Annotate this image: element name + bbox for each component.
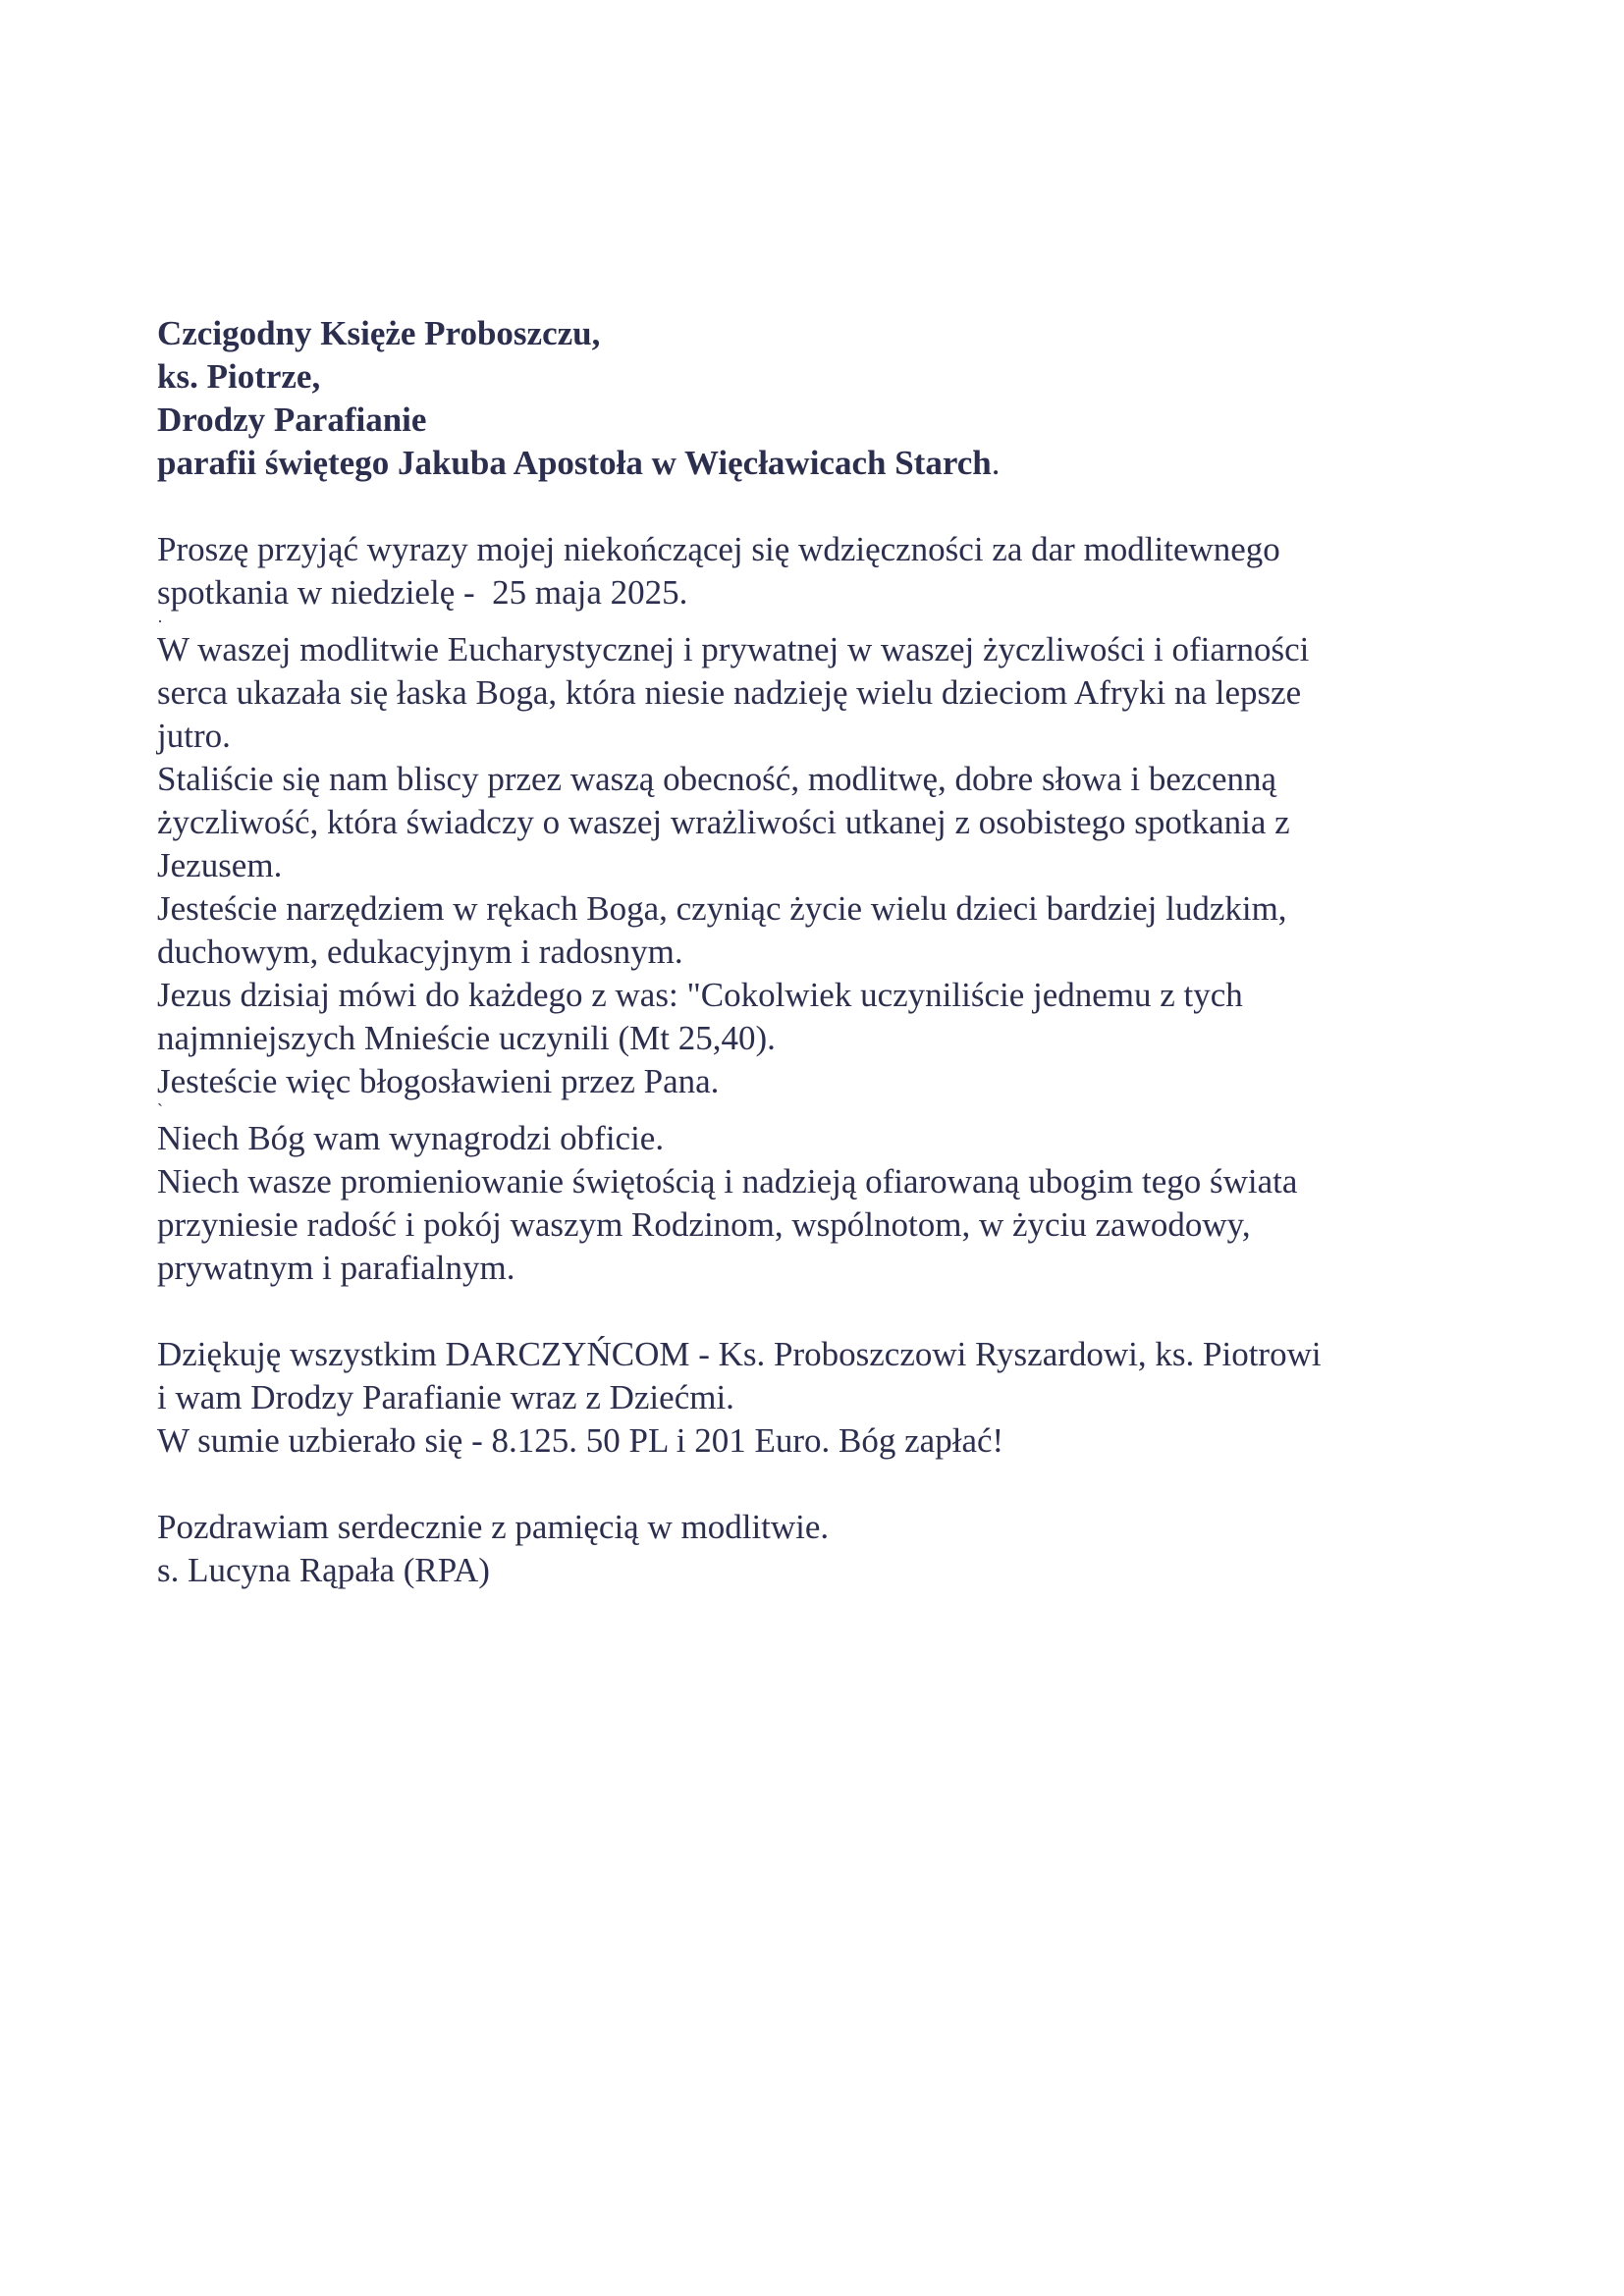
paragraph-blessing bbox=[157, 1117, 1492, 1290]
paragraph-prayer bbox=[157, 628, 1492, 1103]
text-line: Niech Bóg wam wynagrodzi obficie. bbox=[157, 1119, 665, 1157]
text-line: Jezusem. bbox=[157, 846, 283, 884]
text-line: W sumie uzbierało się - 8.125. 50 PL i 201 Euro. Bóg zapłać! bbox=[157, 1421, 1004, 1460]
text-line: życzliwość, która świadczy o waszej wrażliwości utkanej z osobistego spotkania z bbox=[157, 803, 1290, 841]
text-line: Jesteście więc błogosławieni przez Pana. bbox=[157, 1062, 720, 1100]
text-line: Dziękuję wszystkim DARCZYŃCOM - Ks. Proboszczowi Ryszardowi, ks. Piotrowi bbox=[157, 1335, 1322, 1373]
text-line: Jesteście narzędziem w rękach Boga, czyniąc życie wielu dzieci bardziej ludzkim, bbox=[157, 889, 1287, 928]
letter-body bbox=[157, 312, 1492, 1592]
text-line: W waszej modlitwie Eucharystycznej i prywatnej w waszej życzliwości i ofiarności bbox=[157, 630, 1310, 668]
closing-line: Pozdrawiam serdecznie z pamięcią w modlitwie. bbox=[157, 1508, 830, 1546]
text-line: Niech wasze promieniowanie świętością i nadzieją ofiarowaną ubogim tego świata bbox=[157, 1162, 1298, 1201]
text-line: Staliście się nam bliscy przez waszą obecność, modlitwę, dobre słowa i bezcenną bbox=[157, 760, 1277, 798]
paragraph-gratitude bbox=[157, 528, 1492, 614]
signature: s. Lucyna Rąpała (RPA) bbox=[157, 1551, 490, 1589]
text-line: duchowym, edukacyjnym i radosnym. bbox=[157, 933, 683, 971]
salutation-line: Drodzy Parafianie bbox=[157, 400, 427, 439]
salutation-period: . bbox=[991, 444, 1001, 482]
parish-name: parafii świętego Jakuba Apostoła w Więcławicach Starch bbox=[157, 444, 992, 482]
text-line: jutro. bbox=[157, 717, 231, 755]
text-line: Proszę przyjąć wyrazy mojej niekończącej się wdzięczności za dar modlitewnego bbox=[157, 530, 1280, 568]
paragraph-thanks bbox=[157, 1333, 1492, 1463]
salutation-line: Czcigodny Księże Proboszczu, bbox=[157, 314, 601, 352]
text-line: i wam Drodzy Parafianie wraz z Dziećmi. bbox=[157, 1378, 734, 1416]
text-line: serca ukazała się łaska Boga, która niesie nadzieję wielu dzieciom Afryki na lepsze bbox=[157, 673, 1302, 712]
salutation-line: ks. Piotrze, bbox=[157, 357, 321, 396]
text-line: prywatnym i parafialnym. bbox=[157, 1249, 515, 1287]
text-line: najmniejszych Mnieście uczynili (Mt 25,40). bbox=[157, 1019, 776, 1057]
closing bbox=[157, 1506, 1492, 1592]
text-line: przyniesie radość i pokój waszym Rodzinom, wspólnotom, w życiu zawodowy, bbox=[157, 1205, 1251, 1244]
text-line: Jezus dzisiaj mówi do każdego z was: "Cokolwiek uczyniliście jednemu z tych bbox=[157, 976, 1243, 1014]
salutation bbox=[157, 312, 1492, 485]
salutation-line bbox=[157, 442, 1492, 485]
text-line: spotkania w niedzielę - 25 maja 2025. bbox=[157, 573, 688, 612]
stray-mark: · bbox=[157, 612, 163, 631]
stray-mark: ` bbox=[157, 1100, 163, 1120]
